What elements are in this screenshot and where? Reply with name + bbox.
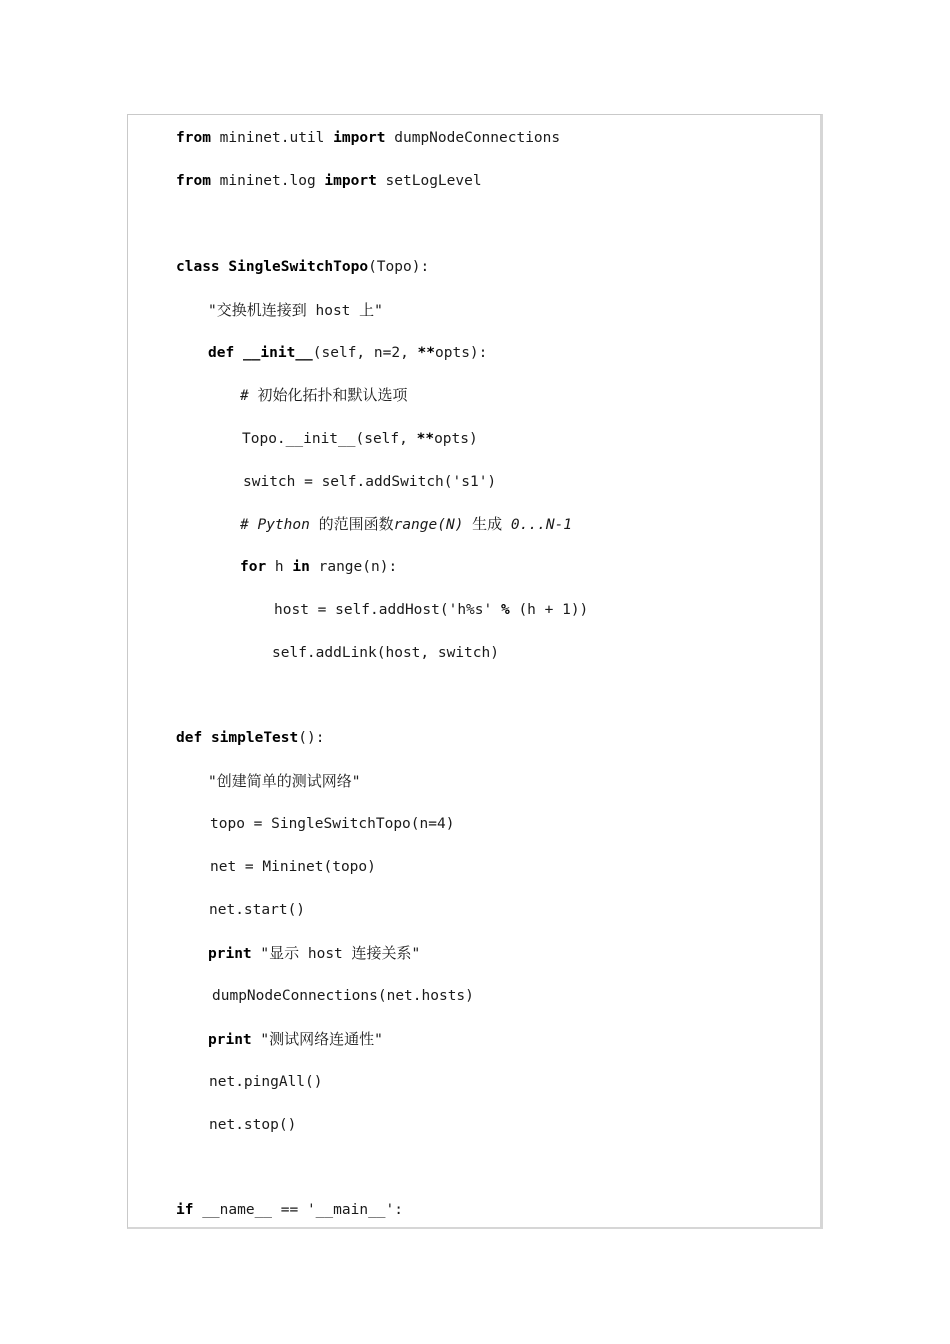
- chinese-text: 交换机连接到: [216, 301, 307, 319]
- code-text: ": [251, 946, 270, 962]
- chinese-text: 显示: [269, 944, 300, 962]
- code-text: mininet.log: [210, 173, 325, 189]
- code-text: __name__ == '__main__':: [193, 1202, 403, 1218]
- code-text: (h + 1)): [509, 602, 589, 618]
- keyword-from: from: [176, 130, 211, 146]
- code-line-topo-create: [210, 814, 454, 834]
- chinese-text: 测试网络连通性: [269, 1030, 375, 1048]
- code-text: [234, 345, 243, 361]
- code-text: net = Mininet(topo): [210, 859, 376, 875]
- code-line-add-host: [274, 600, 588, 620]
- code-text: switch = self.addSwitch('s1'): [243, 474, 497, 490]
- code-text: dumpNodeConnections: [385, 130, 561, 146]
- keyword-def: def: [208, 345, 235, 361]
- code-text: host: [306, 303, 360, 319]
- class-name: SingleSwitchTopo: [228, 259, 369, 275]
- code-line-ping-all: [209, 1072, 323, 1092]
- code-text: range(n):: [309, 559, 398, 575]
- code-line-init-def: [208, 343, 487, 363]
- code-line-topo-init: [242, 429, 478, 449]
- code-line-docstring: [208, 300, 383, 321]
- code-block: [127, 114, 823, 1229]
- chinese-text: 生成: [472, 515, 503, 533]
- code-line-net-start: [209, 900, 305, 920]
- code-text: h: [266, 559, 293, 575]
- code-line-import-log: [176, 171, 482, 191]
- comment-text: # Python: [240, 517, 319, 533]
- code-text: host = self.addHost('h%s': [274, 602, 501, 618]
- code-text: net.start(): [209, 902, 306, 918]
- code-line-comment: [240, 385, 407, 406]
- code-line-comment: [240, 514, 572, 535]
- chinese-text: 连接关系: [351, 944, 412, 962]
- code-text: ": [411, 946, 421, 962]
- keyword-if: if: [176, 1202, 194, 1218]
- code-text: (Topo):: [368, 259, 430, 275]
- function-name: simpleTest: [210, 730, 299, 746]
- code-text: ": [374, 1032, 383, 1048]
- code-text: net.pingAll(): [209, 1074, 323, 1090]
- code-line-main-guard: [176, 1200, 403, 1220]
- code-text: ": [251, 1032, 270, 1048]
- code-line-simpletest-def: [176, 728, 324, 748]
- keyword-import: import: [324, 173, 377, 189]
- comment-text: range(N): [393, 517, 473, 533]
- code-line-add-switch: [243, 472, 496, 492]
- code-text: ": [208, 774, 217, 790]
- code-line-docstring: [208, 771, 360, 792]
- code-text: mininet.util: [210, 130, 334, 146]
- code-text: ": [208, 303, 217, 319]
- chinese-text: 上: [359, 301, 375, 319]
- code-line-for-loop: [240, 557, 397, 577]
- code-line-add-link: [272, 643, 499, 663]
- keyword-print: print: [208, 1032, 252, 1048]
- keyword-in: in: [292, 559, 310, 575]
- code-text: net.stop(): [209, 1117, 297, 1133]
- keyword-class: class: [176, 259, 220, 275]
- chinese-text: 初始化拓扑和默认选项: [257, 386, 408, 404]
- code-text: Topo.__init__(self,: [242, 431, 417, 447]
- code-text: ():: [298, 730, 325, 746]
- code-text: setLogLevel: [376, 173, 482, 189]
- comment-hash: #: [240, 388, 258, 404]
- keyword-from: from: [176, 173, 211, 189]
- code-text: [202, 730, 211, 746]
- code-line-net-stop: [209, 1115, 296, 1135]
- code-line-net-create: [210, 857, 376, 877]
- code-text: dumpNodeConnections(net.hosts): [212, 988, 474, 1004]
- code-line-import-util: [176, 128, 560, 148]
- chinese-text: 创建简单的测试网络: [216, 772, 352, 790]
- code-line-class-def: [176, 257, 429, 277]
- chinese-text: 的范围函数: [318, 515, 394, 533]
- code-line-dump-connections: [212, 986, 474, 1006]
- code-text: host: [299, 946, 352, 962]
- code-text: topo = SingleSwitchTopo(n=4): [210, 816, 455, 832]
- code-text: (self, n=2,: [312, 345, 418, 361]
- comment-text: 0...N-1: [502, 517, 573, 533]
- operator: **: [416, 431, 435, 447]
- operator: **: [417, 345, 436, 361]
- code-text: opts):: [435, 345, 488, 361]
- code-text: ": [351, 774, 361, 790]
- keyword-def: def: [176, 730, 203, 746]
- keyword-print: print: [208, 946, 252, 962]
- code-line-print: [208, 943, 420, 964]
- code-line-print: [208, 1029, 383, 1050]
- keyword-for: for: [240, 559, 267, 575]
- function-name: __init__: [242, 345, 313, 361]
- keyword-import: import: [333, 130, 386, 146]
- code-text: self.addLink(host, switch): [272, 645, 499, 661]
- code-text: ": [374, 303, 383, 319]
- operator: %: [500, 602, 510, 618]
- code-text: opts): [434, 431, 478, 447]
